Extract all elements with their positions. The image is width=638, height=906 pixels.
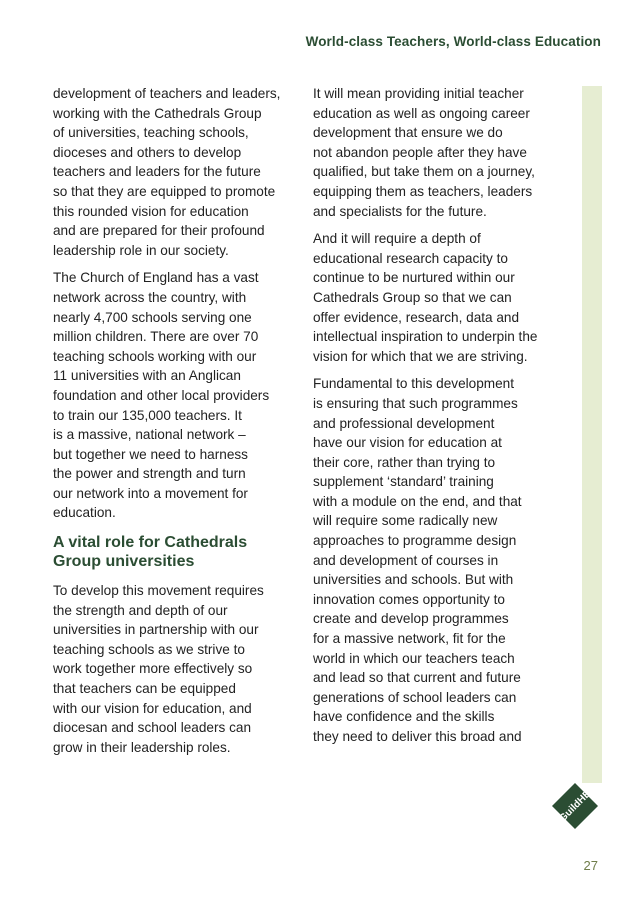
text-line: and development of courses in: [313, 552, 499, 568]
text-line: million children. There are over 70: [53, 329, 259, 345]
text-line: teachers and leaders for the future: [53, 164, 261, 180]
text-line: leadership role in our society.: [53, 242, 229, 258]
text-line: diocesan and school leaders can: [53, 720, 251, 736]
text-line: so that they are equipped to promote: [53, 183, 276, 199]
text-line: working with the Cathedrals Group: [53, 105, 262, 121]
text-line: continue to be nurtured within our: [313, 270, 515, 286]
text-line: educational research capacity to: [313, 250, 508, 266]
text-line: education as well as ongoing career: [313, 105, 530, 121]
text-line: have confidence and the skills: [313, 709, 495, 725]
text-line: generations of school leaders can: [313, 689, 517, 705]
text-line: for a massive network, fit for the: [313, 631, 506, 647]
text-line: work together more effectively so: [53, 661, 253, 677]
text-line: universities and schools. But with: [313, 572, 514, 588]
text-line: and lead so that current and future: [313, 670, 521, 686]
text-line: offer evidence, research, data and: [313, 309, 520, 325]
text-line: and are prepared for their profound: [53, 223, 265, 239]
paragraph: [313, 84, 571, 221]
text-line: equipping them as teachers, leaders: [313, 183, 533, 199]
text-line: foundation and other local providers: [53, 387, 270, 403]
text-line: is ensuring that such programmes: [313, 395, 518, 411]
paragraph: [313, 229, 571, 366]
text-line: have our vision for education at: [313, 435, 502, 451]
paragraph: [313, 374, 571, 746]
text-line: the strength and depth of our: [53, 602, 228, 618]
text-line: intellectual inspiration to underpin the: [313, 329, 538, 345]
text-line: teaching schools as we strive to: [53, 641, 245, 657]
paragraph: [53, 84, 303, 260]
paragraph: [53, 268, 303, 523]
text-line: qualified, but take them on a journey,: [313, 164, 535, 180]
right-column: [313, 84, 571, 755]
left-column: [53, 84, 303, 765]
text-line: the power and strength and turn: [53, 466, 246, 482]
logo-text: GuildHE: [557, 788, 594, 825]
text-line: approaches to programme design: [313, 533, 517, 549]
text-line: development that ensure we do: [313, 125, 503, 141]
text-line: with our vision for education, and: [53, 700, 252, 716]
text-line: our network into a movement for: [53, 485, 248, 501]
text-line: And it will require a depth of: [313, 231, 481, 247]
text-line: innovation comes opportunity to: [313, 591, 505, 607]
text-line: that teachers can be equipped: [53, 681, 236, 697]
text-line: of universities, teaching schools,: [53, 125, 249, 141]
text-line: teaching schools working with our: [53, 348, 257, 364]
heading-line: A vital role for Cathedrals: [53, 534, 248, 552]
text-line: create and develop programmes: [313, 611, 509, 627]
text-line: with a module on the end, and that: [313, 493, 522, 509]
text-line: their core, rather than trying to: [313, 454, 496, 470]
text-line: It will mean providing initial teacher: [313, 86, 524, 101]
text-line: dioceses and others to develop: [53, 144, 242, 160]
text-line: To develop this movement requires: [53, 583, 264, 599]
text-line: universities in partnership with our: [53, 622, 259, 638]
text-line: network across the country, with: [53, 289, 247, 305]
text-line: grow in their leadership roles.: [53, 739, 231, 755]
section-heading: [53, 533, 303, 571]
text-line: to train our 135,000 teachers. It: [53, 407, 242, 423]
running-header: World-class Teachers, World-class Education: [305, 34, 601, 49]
side-stripe: [582, 86, 602, 783]
text-line: this rounded vision for education: [53, 203, 249, 219]
text-line: Cathedrals Group so that we can: [313, 289, 512, 305]
guildhe-logo: [551, 782, 599, 830]
paragraph: [53, 581, 303, 757]
heading-line: Group universities: [53, 553, 195, 571]
page-number: 27: [583, 858, 598, 873]
text-line: will require some radically new: [313, 513, 498, 529]
text-line: and professional development: [313, 415, 495, 431]
text-line: is a massive, national network –: [53, 427, 246, 443]
text-line: not abandon people after they have: [313, 144, 527, 160]
text-line: nearly 4,700 schools serving one: [53, 309, 252, 325]
text-line: they need to deliver this broad and: [313, 729, 522, 744]
text-line: The Church of England has a vast: [53, 270, 259, 286]
text-line: and specialists for the future.: [313, 203, 487, 219]
text-line: world in which our teachers teach: [313, 650, 515, 666]
text-line: 11 universities with an Anglican: [53, 368, 241, 384]
text-line: development of teachers and leaders,: [53, 86, 281, 101]
text-line: but together we need to harness: [53, 446, 248, 462]
text-line: vision for which that we are striving.: [313, 348, 528, 364]
text-line: education.: [53, 505, 116, 521]
text-line: Fundamental to this development: [313, 376, 515, 392]
text-line: supplement ‘standard’ training: [313, 474, 494, 490]
